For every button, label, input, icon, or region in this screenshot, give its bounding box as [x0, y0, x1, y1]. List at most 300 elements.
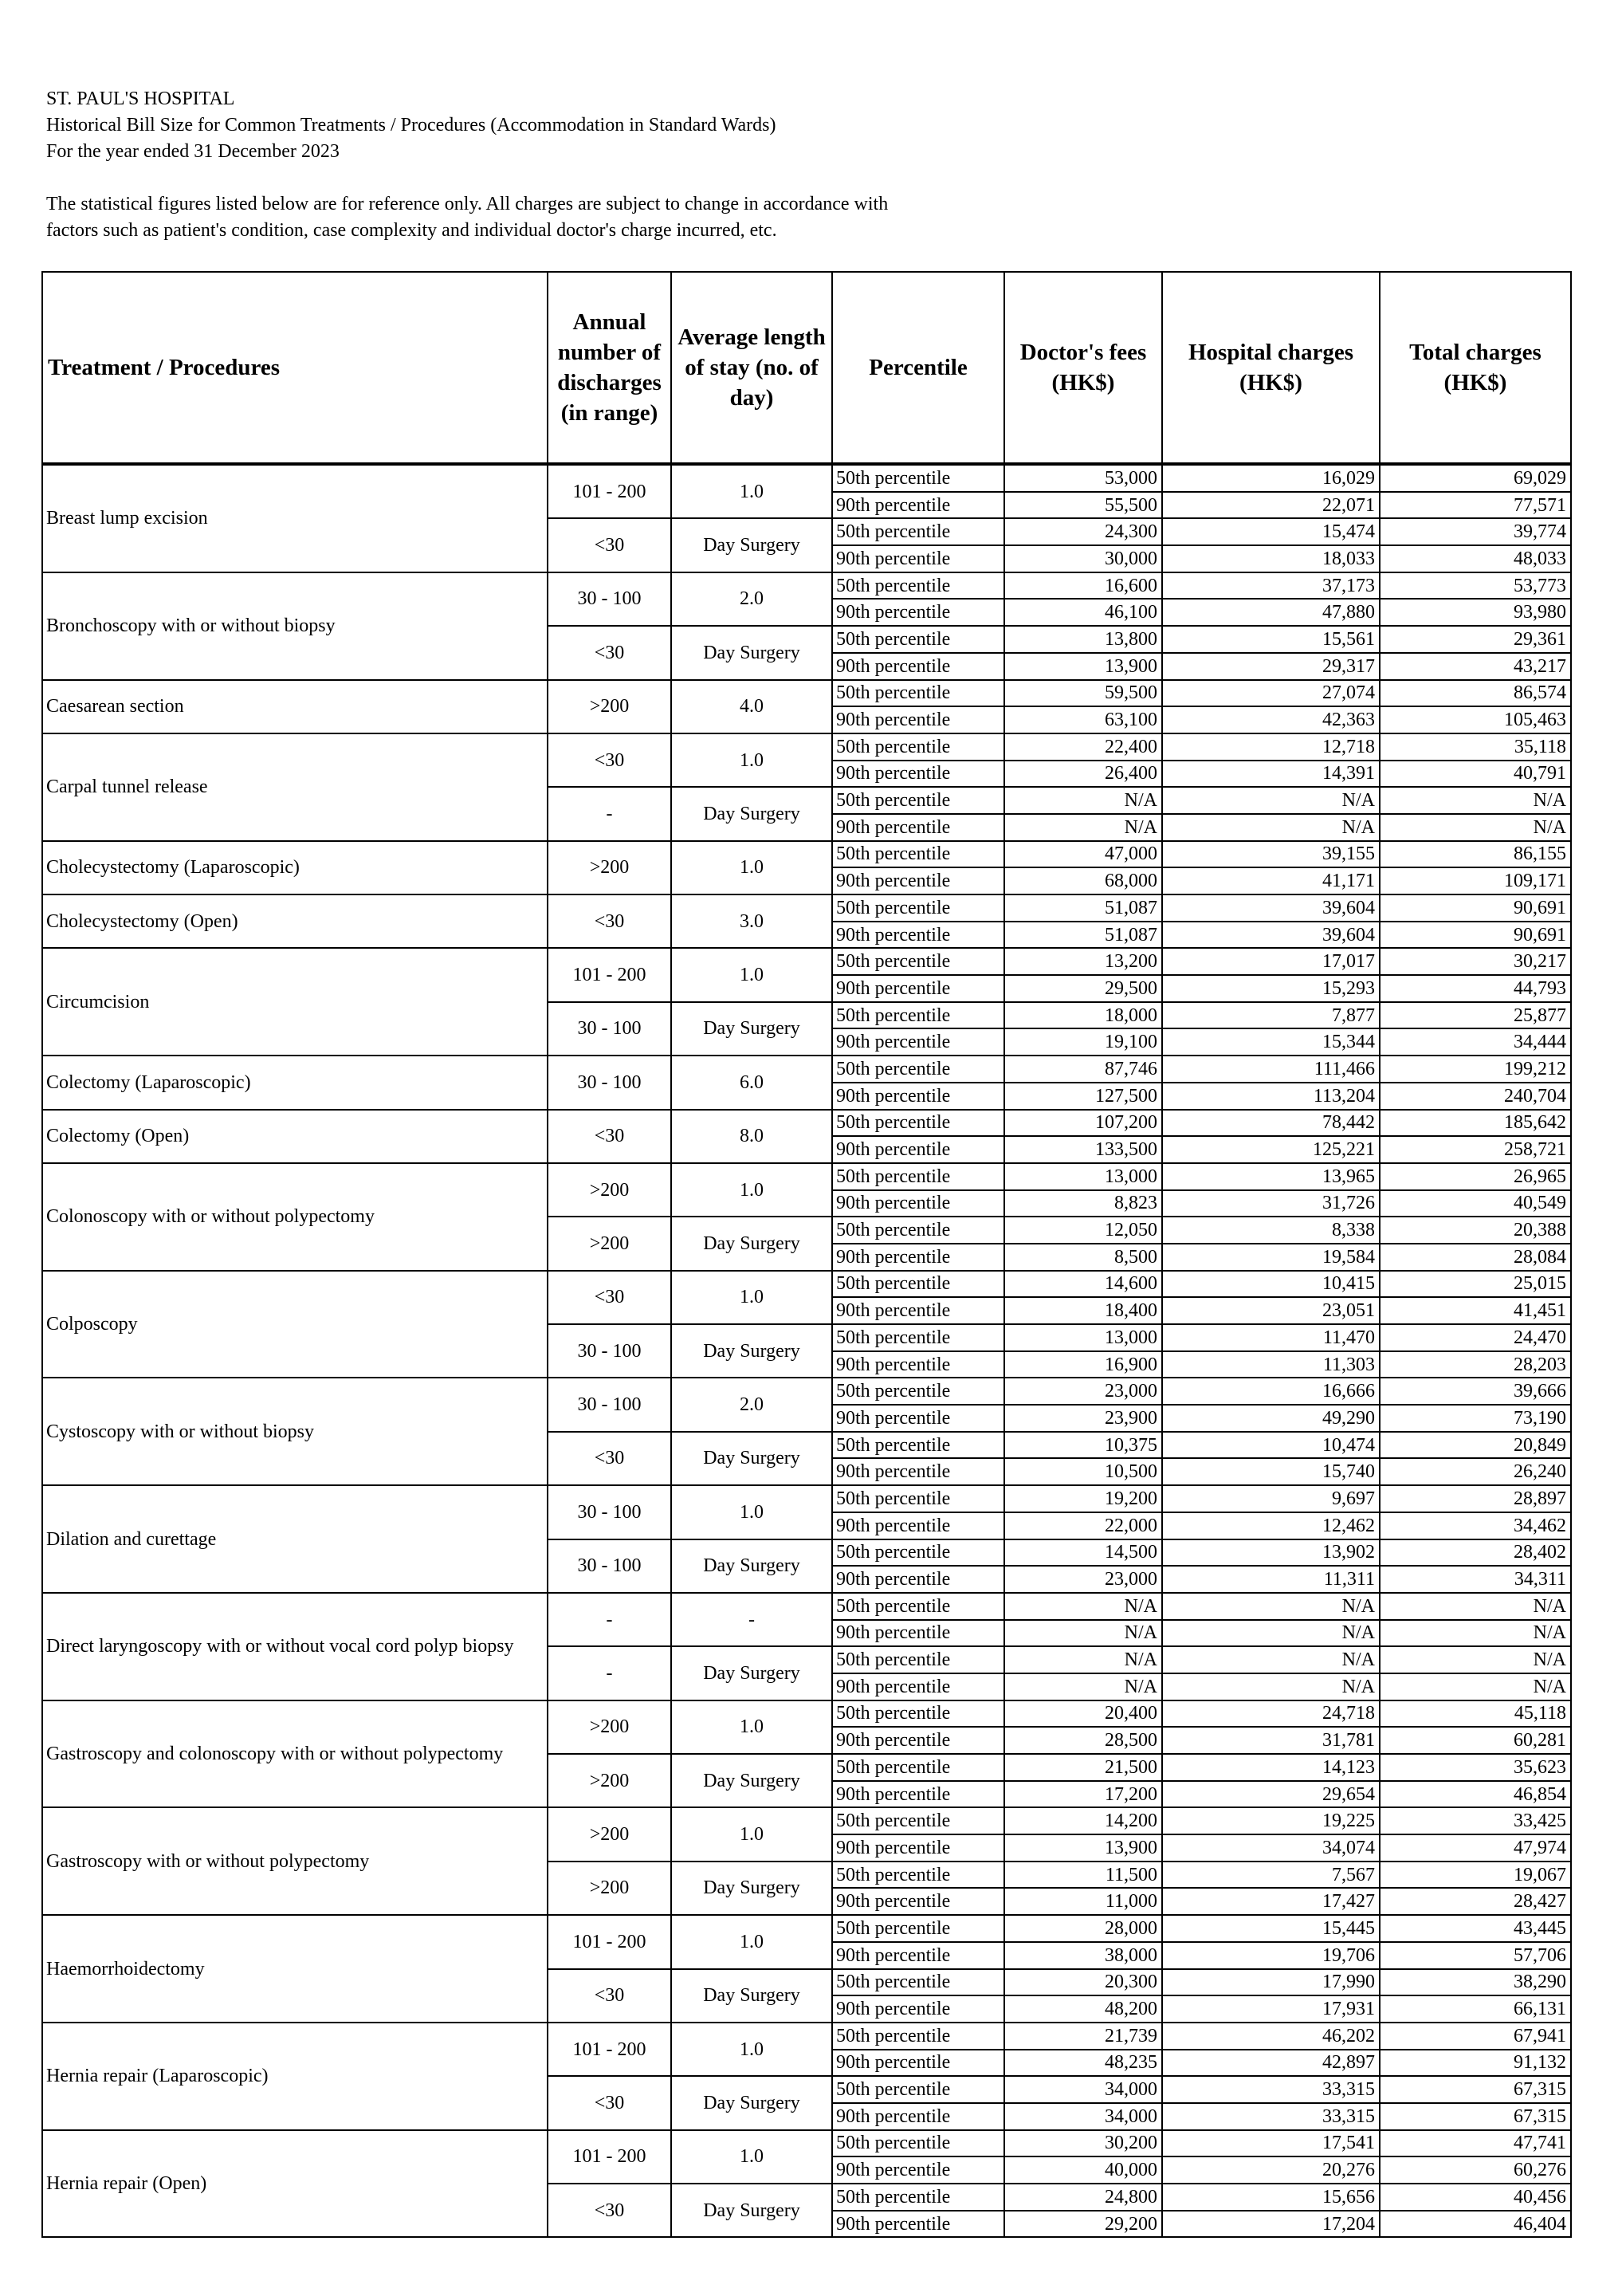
stay-cell: 1.0 — [671, 1807, 832, 1861]
hospital-name: ST. PAUL'S HOSPITAL — [46, 88, 235, 109]
hospital-charge-cell: 15,293 — [1162, 975, 1380, 1002]
doctor-fee-cell: 127,500 — [1004, 1083, 1162, 1110]
doctor-fee-cell: 13,900 — [1004, 1834, 1162, 1862]
total-charge-cell: 199,212 — [1380, 1056, 1571, 1083]
disclaimer-line-2: factors such as patient's condition, case complexity and individual doctor's charge incurred, etc. — [46, 220, 777, 241]
percentile-cell: 90th percentile — [832, 1244, 1004, 1271]
doctor-fee-cell: 133,500 — [1004, 1136, 1162, 1163]
doctor-fee-cell: 23,900 — [1004, 1405, 1162, 1432]
total-charge-cell: 28,203 — [1380, 1351, 1571, 1378]
total-charge-cell: 93,980 — [1380, 599, 1571, 626]
percentile-cell: 50th percentile — [832, 1700, 1004, 1728]
doctor-fee-cell: 30,200 — [1004, 2130, 1162, 2157]
stay-cell: Day Surgery — [671, 1969, 832, 2023]
treatment-name: Colectomy (Laparoscopic) — [42, 1056, 548, 1109]
hospital-charge-cell: 17,204 — [1162, 2211, 1380, 2238]
percentile-cell: 90th percentile — [832, 1834, 1004, 1862]
table-row — [42, 1485, 1571, 1512]
doctor-fee-cell: 13,900 — [1004, 653, 1162, 680]
percentile-cell: 90th percentile — [832, 492, 1004, 519]
discharges-cell: <30 — [548, 894, 671, 948]
percentile-cell: 50th percentile — [832, 2184, 1004, 2211]
doctor-fee-cell: N/A — [1004, 814, 1162, 841]
hospital-charge-cell: 31,726 — [1162, 1190, 1380, 1217]
discharges-cell: <30 — [548, 2076, 671, 2129]
treatment-name: Direct laryngoscopy with or without vocal cord polyp biopsy — [42, 1593, 548, 1700]
table-row — [42, 680, 1571, 707]
hospital-charge-cell: 46,202 — [1162, 2023, 1380, 2050]
hospital-charge-cell: 23,051 — [1162, 1297, 1380, 1324]
percentile-cell: 50th percentile — [832, 626, 1004, 653]
doctor-fee-cell: 28,500 — [1004, 1727, 1162, 1754]
total-charge-cell: 67,315 — [1380, 2103, 1571, 2130]
percentile-cell: 90th percentile — [832, 1028, 1004, 1056]
discharges-cell: >200 — [548, 1862, 671, 1915]
percentile-cell: 50th percentile — [832, 1807, 1004, 1834]
total-charge-cell: 26,965 — [1380, 1163, 1571, 1190]
percentile-cell: 90th percentile — [832, 2103, 1004, 2130]
doctor-fee-cell: 48,235 — [1004, 2050, 1162, 2077]
discharges-cell: - — [548, 1646, 671, 1700]
doctor-fee-cell: 48,200 — [1004, 1995, 1162, 2023]
total-charge-cell: 47,974 — [1380, 1834, 1571, 1862]
total-charge-cell: 67,315 — [1380, 2076, 1571, 2103]
percentile-cell: 90th percentile — [832, 1620, 1004, 1647]
percentile-cell: 50th percentile — [832, 680, 1004, 707]
table-row — [42, 894, 1571, 922]
doctor-fee-cell: 19,200 — [1004, 1485, 1162, 1512]
discharges-cell: >200 — [548, 1700, 671, 1754]
hospital-charge-cell: N/A — [1162, 1620, 1380, 1647]
hospital-charge-cell: 111,466 — [1162, 1056, 1380, 1083]
total-charge-cell: 20,849 — [1380, 1432, 1571, 1459]
discharges-cell: 101 - 200 — [548, 948, 671, 1001]
percentile-cell: 50th percentile — [832, 1485, 1004, 1512]
treatment-name: Gastroscopy and colonoscopy with or without polypectomy — [42, 1700, 548, 1808]
total-charge-cell: 40,456 — [1380, 2184, 1571, 2211]
discharges-cell: <30 — [548, 626, 671, 679]
total-charge-cell: 19,067 — [1380, 1862, 1571, 1889]
hospital-charge-cell: 7,567 — [1162, 1862, 1380, 1889]
hospital-charge-cell: 12,718 — [1162, 733, 1380, 761]
doctor-fee-cell: 22,400 — [1004, 733, 1162, 761]
doctor-fee-cell: 55,500 — [1004, 492, 1162, 519]
doctor-fee-cell: 11,000 — [1004, 1888, 1162, 1915]
total-charge-cell: 57,706 — [1380, 1942, 1571, 1969]
doctor-fee-cell: 10,375 — [1004, 1432, 1162, 1459]
doctor-fee-cell: 87,746 — [1004, 1056, 1162, 1083]
table-row — [42, 572, 1571, 600]
treatment-name: Colposcopy — [42, 1271, 548, 1378]
treatment-name: Colectomy (Open) — [42, 1110, 548, 1163]
stay-cell: Day Surgery — [671, 1002, 832, 1056]
hospital-charge-cell: 29,654 — [1162, 1781, 1380, 1808]
total-charge-cell: 185,642 — [1380, 1110, 1571, 1137]
percentile-cell: 90th percentile — [832, 1512, 1004, 1539]
table-row — [42, 733, 1571, 761]
total-charge-cell: 34,311 — [1380, 1566, 1571, 1593]
hospital-charge-cell: 15,474 — [1162, 518, 1380, 545]
hospital-charge-cell: 11,303 — [1162, 1351, 1380, 1378]
discharges-cell: >200 — [548, 1754, 671, 1807]
total-charge-cell: 105,463 — [1380, 706, 1571, 733]
doctor-fee-cell: 38,000 — [1004, 1942, 1162, 1969]
hospital-charge-cell: 31,781 — [1162, 1727, 1380, 1754]
stay-cell: 6.0 — [671, 1056, 832, 1109]
discharges-cell: <30 — [548, 2184, 671, 2237]
treatment-name: Colonoscopy with or without polypectomy — [42, 1163, 548, 1271]
total-charge-cell: 53,773 — [1380, 572, 1571, 600]
table-row — [42, 1915, 1571, 1942]
column-header-stay: Average length of stay (no. of day) — [671, 272, 832, 463]
discharges-cell: - — [548, 787, 671, 840]
total-charge-cell: 47,741 — [1380, 2130, 1571, 2157]
doctor-fee-cell: 10,500 — [1004, 1458, 1162, 1485]
total-charge-cell: 67,941 — [1380, 2023, 1571, 2050]
stay-cell: 1.0 — [671, 1700, 832, 1754]
doctor-fee-cell: 47,000 — [1004, 841, 1162, 868]
percentile-cell: 90th percentile — [832, 545, 1004, 572]
stay-cell: Day Surgery — [671, 1217, 832, 1270]
total-charge-cell: 35,118 — [1380, 733, 1571, 761]
discharges-cell: 101 - 200 — [548, 2023, 671, 2076]
hospital-charge-cell: 47,880 — [1162, 599, 1380, 626]
total-charge-cell: 73,190 — [1380, 1405, 1571, 1432]
total-charge-cell: N/A — [1380, 787, 1571, 814]
percentile-cell: 90th percentile — [832, 706, 1004, 733]
percentile-cell: 90th percentile — [832, 2050, 1004, 2077]
total-charge-cell: 24,470 — [1380, 1324, 1571, 1351]
doctor-fee-cell: 68,000 — [1004, 867, 1162, 894]
hospital-charge-cell: 39,155 — [1162, 841, 1380, 868]
percentile-cell: 50th percentile — [832, 1002, 1004, 1029]
percentile-cell: 90th percentile — [832, 1781, 1004, 1808]
hospital-charge-cell: 17,990 — [1162, 1969, 1380, 1996]
total-charge-cell: 60,276 — [1380, 2156, 1571, 2184]
percentile-cell: 90th percentile — [832, 2156, 1004, 2184]
stay-cell: 1.0 — [671, 733, 832, 787]
percentile-cell: 50th percentile — [832, 2023, 1004, 2050]
doctor-fee-cell: 107,200 — [1004, 1110, 1162, 1137]
discharges-cell: <30 — [548, 733, 671, 787]
hospital-charge-cell: 13,965 — [1162, 1163, 1380, 1190]
hospital-charge-cell: 15,561 — [1162, 626, 1380, 653]
stay-cell: 1.0 — [671, 841, 832, 894]
percentile-cell: 50th percentile — [832, 841, 1004, 868]
total-charge-cell: 33,425 — [1380, 1807, 1571, 1834]
hospital-charge-cell: 17,541 — [1162, 2130, 1380, 2157]
column-header-total-charges: Total charges (HK$) — [1380, 272, 1571, 463]
hospital-charge-cell: 7,877 — [1162, 1002, 1380, 1029]
hospital-charge-cell: 42,897 — [1162, 2050, 1380, 2077]
hospital-charge-cell: 18,033 — [1162, 545, 1380, 572]
discharges-cell: <30 — [548, 1432, 671, 1485]
doctor-fee-cell: 11,500 — [1004, 1862, 1162, 1889]
doctor-fee-cell: 8,823 — [1004, 1190, 1162, 1217]
hospital-charge-cell: 49,290 — [1162, 1405, 1380, 1432]
total-charge-cell: 43,445 — [1380, 1915, 1571, 1942]
hospital-charge-cell: 11,311 — [1162, 1566, 1380, 1593]
total-charge-cell: 40,549 — [1380, 1190, 1571, 1217]
treatment-name: Haemorrhoidectomy — [42, 1915, 548, 2023]
total-charge-cell: 60,281 — [1380, 1727, 1571, 1754]
stay-cell: 1.0 — [671, 948, 832, 1001]
total-charge-cell: 240,704 — [1380, 1083, 1571, 1110]
doctor-fee-cell: N/A — [1004, 787, 1162, 814]
doctor-fee-cell: 8,500 — [1004, 1244, 1162, 1271]
column-header-hospital-charges: Hospital charges (HK$) — [1162, 272, 1380, 463]
percentile-cell: 50th percentile — [832, 1969, 1004, 1996]
bill-size-table — [41, 271, 1572, 2238]
discharges-cell: 30 - 100 — [548, 1002, 671, 1056]
hospital-charge-cell: 41,171 — [1162, 867, 1380, 894]
percentile-cell: 50th percentile — [832, 1163, 1004, 1190]
doctor-fee-cell: N/A — [1004, 1620, 1162, 1647]
hospital-charge-cell: 37,173 — [1162, 572, 1380, 600]
total-charge-cell: 30,217 — [1380, 948, 1571, 975]
percentile-cell: 90th percentile — [832, 1995, 1004, 2023]
document-header — [46, 86, 1561, 244]
hospital-charge-cell: 15,445 — [1162, 1915, 1380, 1942]
hospital-charge-cell: 10,474 — [1162, 1432, 1380, 1459]
discharges-cell: <30 — [548, 1969, 671, 2023]
discharges-cell: 30 - 100 — [548, 1485, 671, 1539]
percentile-cell: 50th percentile — [832, 1217, 1004, 1244]
doctor-fee-cell: 21,500 — [1004, 1754, 1162, 1781]
hospital-charge-cell: 19,225 — [1162, 1807, 1380, 1834]
percentile-cell: 90th percentile — [832, 1942, 1004, 1969]
stay-cell: 1.0 — [671, 465, 832, 518]
total-charge-cell: 29,361 — [1380, 626, 1571, 653]
total-charge-cell: 38,290 — [1380, 1969, 1571, 1996]
hospital-charge-cell: 17,931 — [1162, 1995, 1380, 2023]
total-charge-cell: 39,666 — [1380, 1378, 1571, 1405]
hospital-charge-cell: 8,338 — [1162, 1217, 1380, 1244]
percentile-cell: 90th percentile — [832, 1673, 1004, 1700]
treatment-name: Carpal tunnel release — [42, 733, 548, 841]
table-header — [42, 272, 1571, 463]
total-charge-cell: 69,029 — [1380, 465, 1571, 492]
stay-cell: Day Surgery — [671, 626, 832, 679]
doctor-fee-cell: 26,400 — [1004, 761, 1162, 788]
hospital-charge-cell: 27,074 — [1162, 680, 1380, 707]
discharges-cell: >200 — [548, 1163, 671, 1217]
doctor-fee-cell: 53,000 — [1004, 465, 1162, 492]
hospital-charge-cell: 13,902 — [1162, 1539, 1380, 1567]
doctor-fee-cell: 16,900 — [1004, 1351, 1162, 1378]
discharges-cell: 30 - 100 — [548, 1378, 671, 1431]
table-row — [42, 1593, 1571, 1620]
treatment-name: Cystoscopy with or without biopsy — [42, 1378, 548, 1485]
percentile-cell: 90th percentile — [832, 2211, 1004, 2238]
doctor-fee-cell: 20,300 — [1004, 1969, 1162, 1996]
treatment-name: Cholecystectomy (Open) — [42, 894, 548, 948]
percentile-cell: 90th percentile — [832, 1566, 1004, 1593]
percentile-cell: 50th percentile — [832, 1271, 1004, 1298]
discharges-cell: 30 - 100 — [548, 572, 671, 626]
hospital-charge-cell: 20,276 — [1162, 2156, 1380, 2184]
table-row — [42, 1271, 1571, 1298]
stay-cell: 3.0 — [671, 894, 832, 948]
percentile-cell: 90th percentile — [832, 1405, 1004, 1432]
discharges-cell: >200 — [548, 1807, 671, 1861]
doctor-fee-cell: 22,000 — [1004, 1512, 1162, 1539]
percentile-cell: 50th percentile — [832, 1110, 1004, 1137]
doctor-fee-cell: 19,100 — [1004, 1028, 1162, 1056]
doctor-fee-cell: 14,600 — [1004, 1271, 1162, 1298]
total-charge-cell: 86,155 — [1380, 841, 1571, 868]
percentile-cell: 90th percentile — [832, 1136, 1004, 1163]
doctor-fee-cell: 24,300 — [1004, 518, 1162, 545]
doctor-fee-cell: 34,000 — [1004, 2076, 1162, 2103]
doctor-fee-cell: N/A — [1004, 1593, 1162, 1620]
percentile-cell: 50th percentile — [832, 2130, 1004, 2157]
discharges-cell: >200 — [548, 1217, 671, 1270]
hospital-charge-cell: 15,740 — [1162, 1458, 1380, 1485]
total-charge-cell: 90,691 — [1380, 894, 1571, 922]
doctor-fee-cell: 51,087 — [1004, 894, 1162, 922]
stay-cell: Day Surgery — [671, 1539, 832, 1593]
discharges-cell: 101 - 200 — [548, 2130, 671, 2184]
stay-cell: Day Surgery — [671, 2184, 832, 2237]
percentile-cell: 50th percentile — [832, 1754, 1004, 1781]
percentile-cell: 50th percentile — [832, 948, 1004, 975]
total-charge-cell: 28,084 — [1380, 1244, 1571, 1271]
stay-cell: 1.0 — [671, 1163, 832, 1217]
treatment-name: Breast lump excision — [42, 465, 548, 572]
stay-cell: Day Surgery — [671, 518, 832, 572]
percentile-cell: 90th percentile — [832, 814, 1004, 841]
discharges-cell: >200 — [548, 841, 671, 894]
column-header-percentile: Percentile — [832, 272, 1004, 463]
total-charge-cell: N/A — [1380, 1646, 1571, 1673]
doctor-fee-cell: 24,800 — [1004, 2184, 1162, 2211]
hospital-charge-cell: 33,315 — [1162, 2103, 1380, 2130]
hospital-charge-cell: 29,317 — [1162, 653, 1380, 680]
total-charge-cell: 77,571 — [1380, 492, 1571, 519]
total-charge-cell: 35,623 — [1380, 1754, 1571, 1781]
table-row — [42, 1378, 1571, 1405]
percentile-cell: 50th percentile — [832, 1378, 1004, 1405]
percentile-cell: 90th percentile — [832, 1190, 1004, 1217]
total-charge-cell: N/A — [1380, 1593, 1571, 1620]
hospital-charge-cell: 19,706 — [1162, 1942, 1380, 1969]
discharges-cell: 30 - 100 — [548, 1324, 671, 1378]
hospital-charge-cell: N/A — [1162, 1593, 1380, 1620]
doctor-fee-cell: 59,500 — [1004, 680, 1162, 707]
percentile-cell: 90th percentile — [832, 867, 1004, 894]
total-charge-cell: 46,854 — [1380, 1781, 1571, 1808]
table-row — [42, 948, 1571, 975]
doctor-fee-cell: 17,200 — [1004, 1781, 1162, 1808]
total-charge-cell: N/A — [1380, 814, 1571, 841]
treatment-name: Circumcision — [42, 948, 548, 1056]
treatment-name: Cholecystectomy (Laparoscopic) — [42, 841, 548, 894]
doctor-fee-cell: 40,000 — [1004, 2156, 1162, 2184]
hospital-charge-cell: 15,344 — [1162, 1028, 1380, 1056]
total-charge-cell: 41,451 — [1380, 1297, 1571, 1324]
hospital-charge-cell: 42,363 — [1162, 706, 1380, 733]
percentile-cell: 50th percentile — [832, 733, 1004, 761]
percentile-cell: 90th percentile — [832, 761, 1004, 788]
stay-cell: Day Surgery — [671, 1324, 832, 1378]
total-charge-cell: 28,897 — [1380, 1485, 1571, 1512]
total-charge-cell: 43,217 — [1380, 653, 1571, 680]
percentile-cell: 90th percentile — [832, 1083, 1004, 1110]
percentile-cell: 90th percentile — [832, 1351, 1004, 1378]
table-row — [42, 1700, 1571, 1728]
treatment-name: Bronchoscopy with or without biopsy — [42, 572, 548, 680]
hospital-charge-cell: 17,017 — [1162, 948, 1380, 975]
doctor-fee-cell: 29,200 — [1004, 2211, 1162, 2238]
percentile-cell: 50th percentile — [832, 465, 1004, 492]
hospital-charge-cell: 19,584 — [1162, 1244, 1380, 1271]
discharges-cell: 101 - 200 — [548, 1915, 671, 1968]
percentile-cell: 50th percentile — [832, 1539, 1004, 1567]
total-charge-cell: 86,574 — [1380, 680, 1571, 707]
stay-cell: 1.0 — [671, 2023, 832, 2076]
percentile-cell: 50th percentile — [832, 1862, 1004, 1889]
discharges-cell: - — [548, 1593, 671, 1646]
total-charge-cell: 28,427 — [1380, 1888, 1571, 1915]
doctor-fee-cell: 23,000 — [1004, 1378, 1162, 1405]
stay-cell: 1.0 — [671, 2130, 832, 2184]
stay-cell: 1.0 — [671, 1915, 832, 1968]
percentile-cell: 90th percentile — [832, 922, 1004, 949]
total-charge-cell: 66,131 — [1380, 1995, 1571, 2023]
doctor-fee-cell: N/A — [1004, 1646, 1162, 1673]
stay-cell: 4.0 — [671, 680, 832, 733]
percentile-cell: 50th percentile — [832, 894, 1004, 922]
total-charge-cell: N/A — [1380, 1620, 1571, 1647]
total-charge-cell: 90,691 — [1380, 922, 1571, 949]
table-row — [42, 1110, 1571, 1137]
total-charge-cell: 40,791 — [1380, 761, 1571, 788]
disclaimer-line-1: The statistical figures listed below are for reference only. All charges are subject to change in accordance with — [46, 194, 889, 214]
discharges-cell: 101 - 200 — [548, 465, 671, 518]
doctor-fee-cell: 46,100 — [1004, 599, 1162, 626]
doctor-fee-cell: 23,000 — [1004, 1566, 1162, 1593]
percentile-cell: 50th percentile — [832, 2076, 1004, 2103]
percentile-cell: 50th percentile — [832, 1056, 1004, 1083]
stay-cell: Day Surgery — [671, 787, 832, 840]
discharges-cell: <30 — [548, 1110, 671, 1163]
total-charge-cell: 25,877 — [1380, 1002, 1571, 1029]
percentile-cell: 90th percentile — [832, 1888, 1004, 1915]
doctor-fee-cell: 29,500 — [1004, 975, 1162, 1002]
total-charge-cell: 34,462 — [1380, 1512, 1571, 1539]
hospital-charge-cell: 10,415 — [1162, 1271, 1380, 1298]
treatment-name: Hernia repair (Laparoscopic) — [42, 2023, 548, 2130]
stay-cell: 1.0 — [671, 1485, 832, 1539]
treatment-name: Hernia repair (Open) — [42, 2130, 548, 2238]
percentile-cell: 90th percentile — [832, 599, 1004, 626]
hospital-charge-cell: 125,221 — [1162, 1136, 1380, 1163]
table-row — [42, 1056, 1571, 1083]
total-charge-cell: 109,171 — [1380, 867, 1571, 894]
doctor-fee-cell: 13,000 — [1004, 1324, 1162, 1351]
treatment-name: Gastroscopy with or without polypectomy — [42, 1807, 548, 1915]
doctor-fee-cell: 18,400 — [1004, 1297, 1162, 1324]
table-row — [42, 465, 1571, 492]
total-charge-cell: 34,444 — [1380, 1028, 1571, 1056]
hospital-charge-cell: 39,604 — [1162, 894, 1380, 922]
stay-cell: Day Surgery — [671, 1646, 832, 1700]
percentile-cell: 90th percentile — [832, 1727, 1004, 1754]
table-row — [42, 841, 1571, 868]
total-charge-cell: 20,388 — [1380, 1217, 1571, 1244]
table-row — [42, 1807, 1571, 1834]
